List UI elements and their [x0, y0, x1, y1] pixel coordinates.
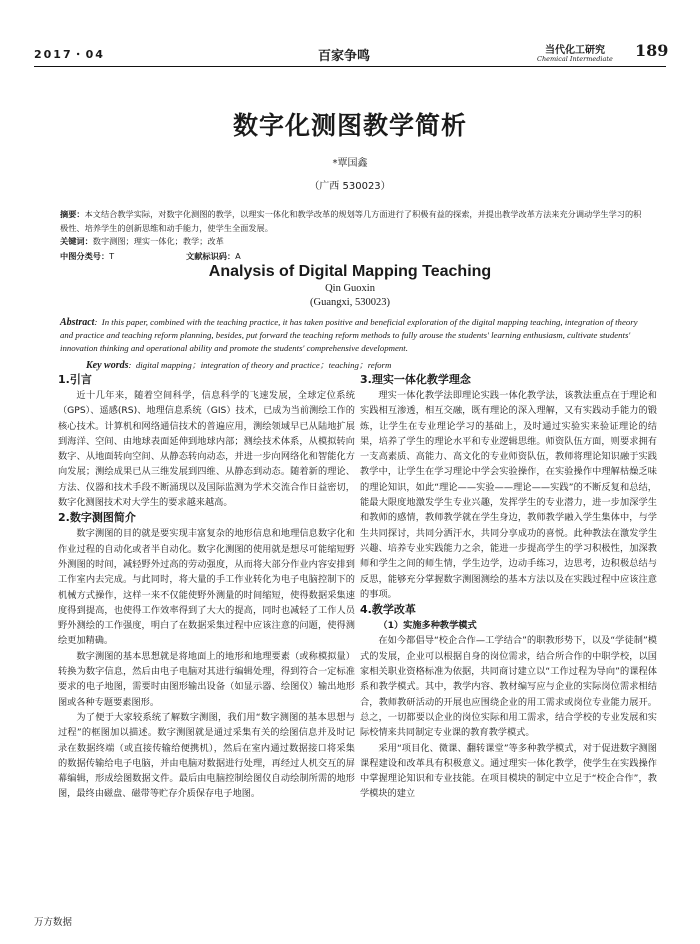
subsection-heading: （1）实施多种教学模式	[378, 620, 477, 632]
keywords-text-en: digital mapping；integration of theory and practice；teaching；reform	[135, 360, 392, 370]
body-paragraph: 采用“项目化、微课、翻转课堂”等多种教学模式，对于促进数字测图课程建设和改革具有积极意义。通过理实一体化教学，使学生在实践操作中掌握理论知识和专业技能。在项目模块的制定中立足于“校企合作”，教学模块的建立	[360, 742, 657, 800]
classification-cn	[60, 251, 114, 262]
author-cn: *覃国鑫	[332, 158, 368, 169]
body-column-left	[58, 372, 355, 802]
body-paragraph: 数字测图的目的就是要实现丰富复杂的地形信息和地理信息数字化和作业过程的自动化或者半自动化。数字化测图的使用就是想尽可能缩短野外测图的时间，减轻野外过高的劳动强度，从而将大部分作业内容安排到工作室内去完成。与此同时，将大量的手工作业转化为电子电脑控制下的机械方式操作，这样一来不仅能使野外测量的时间缩短，使得数据采集速度得到提高，也使得工作效率得到了大大的提高，同时也减轻了工作人员野外测绘的工作强度，明白了在数据采集过程中应该注意的问题，使得测绘更加精确。	[58, 528, 355, 647]
classification-label-cn: 中图分类号：	[60, 251, 110, 261]
journal-name-en: Chemical Intermediate	[537, 55, 613, 63]
keywords-cn	[60, 236, 224, 247]
keywords-label-en: Key words	[86, 360, 129, 371]
body-column-right	[360, 372, 657, 802]
section-heading-integration: 3.理实一体化教学理念	[360, 373, 471, 386]
address-en: (Guangxi, 530023)	[310, 297, 390, 308]
author-en: Qin Guoxin	[325, 283, 375, 294]
keywords-label-cn: 关键词：	[60, 236, 93, 246]
abstract-label-en: Abstract	[60, 317, 95, 328]
article-title-en: Analysis of Digital Mapping Teaching	[208, 263, 492, 280]
classification-value-cn: T	[109, 251, 115, 261]
journal-name-cn: 当代化工研究	[545, 45, 605, 56]
abstract-label-cn: 摘要：	[60, 209, 85, 219]
page-number: 189	[635, 41, 669, 60]
section-heading-reform: 4.教学改革	[360, 603, 416, 617]
abstract-text-cn: 本文结合教学实际，对数字化测图的教学，以理实一体化和教学改革的规划等几方面进行了积极有益的探索，并提出教学改革方法来充分调动学生学习的积极性、培养学生的创新思维和动手能力，使学生全面发展。	[60, 209, 642, 233]
body-paragraph: 在如今都倡导“校企合作—工学结合”的职教形势下，以及“学徒制”模式的发展，企业可以根据自身的岗位需求，结合所合作的中职学校，以国家相关职业资格标准为依据，共同商讨建立以“工作过程为导向”的课程体系和教学模式。其中，教学内容、教材编写应与企业的实际岗位需求相结合，教师教研活动的开展也应围绕企业的用工需求或岗位专业能力展开。总之，一切都要以企业的岗位实际和用工需求，结合学校的专业发展和实际校情来共同制定专业课的教育教学模式。	[360, 635, 657, 739]
body-paragraph: 为了便于大家较系统了解数字测图，我们用“数字测图的基本思想与过程”的框图加以描述。数字测图就是通过采集有关的绘图信息并及时记录在数据终端（或直接传输给便携机），然后在室内通过数据接口将采集的数据传输给电子电脑，并由电脑对数据进行处理，再经过人机交互的屏幕编辑，形成绘图数据文件。最后由电脑控制绘图仪自动绘制所需的地形图，最终由磁盘、磁带等贮存介质保存电子地图。	[58, 711, 355, 800]
header-rule	[34, 66, 666, 67]
issue-date: 2017・04	[34, 48, 105, 61]
article-title-cn: 数字化测图教学简析	[232, 111, 467, 140]
doc-code-value-cn: A	[235, 251, 241, 261]
doc-code-cn	[186, 251, 241, 262]
doc-code-label-cn: 文献标识码：	[186, 251, 236, 261]
source-watermark: 万方数据	[34, 917, 73, 928]
body-paragraph: 近十几年来，随着空间科学，信息科学的飞速发展，全球定位系统（GPS）、遥感(RS)、地理信息系统（GIS）技术，已成为当前测绘工作的核心技术。计算机和网络通信技术的普遍应用，测绘领域早已从陆地扩展到海洋、空间、由地球表面延伸到地球内部；测绘技术体系，从模拟转向数字、从地面转向空间、从静态转向动态，并进一步向网络化和智能化方向发展；测绘成果已从三维发展到四维、从静态到动态。随着新的理论、方法、仪器和技术手段不断涌现以及国际监测为学术交流合作日益密切，数字化测图技术对大学生的要求越来越高。	[58, 390, 355, 509]
body-paragraph: 数字测图的基本思想就是将地面上的地形和地理要素（或称模拟量）转换为数字信息，然后由电子电脑对其进行编辑处理，得到符合一定标准要求的电子地图，需要时由图形输出设备（如显示器、绘图仪）输出地形图或各种专题要素图形。	[58, 650, 355, 708]
abstract-en: Abstract: In this paper, combined with the teaching practice, it has taken positive and beneficial exploration of the digital mapping teaching, integration of theory and practice and teaching reform planning, besides, put forward the teaching reform methods to fully arouse the students' learning enthusiasm, cultivate students' innovation thinking and operational ability and promote the students' comprehensive development.	[60, 317, 638, 353]
section-title: 百家争鸣	[318, 49, 371, 64]
section-heading-introduction: 1.引言	[58, 373, 92, 386]
body-paragraph: 理实一体化教学法即理论实践一体化教学法，该教法重点在于理论和实践相互渗透，相互交融，既有理论的深入理解，又有实践动手能力的锻炼，让学生在专业理论学习的基础上，及时通过实验实来验证理论的结果，培养了学生的理论水平和专业逻辑思维。师资队伍方面，则要求拥有一支高素质、高能力、高文化的专业师资队伍，教师将理论知识融于实践教学中，让学生在学习理论中学会实验操作，在实验操作中理解枯燥乏味的理论知识，如此“理论——实验——理论——实践”的不断反复和总结，能最大限度地激发学生专业兴趣，发挥学生的专业潜力，进一步加深学生和教师的感情，教师教学就在学生身边，教师教学融入学生集体中，与学生共同探讨，共同分洒汗水，共同分享成功的喜悦。此种教法在激发学生兴趣、培养专业实践能力之余，能进一步提高学生的学习积极性，加深教师和学生之间的师生情，学生边学，边动手练习，边思考，边积极总结与反思，能够充分掌握数字测图测绘的基本方法以及在实践过程中应该注意的事项。	[360, 390, 657, 600]
abstract-cn	[60, 207, 645, 235]
address-cn: （广西 530023）	[309, 181, 391, 192]
section-heading-digital-mapping: 2.数字测图简介	[58, 511, 136, 525]
keywords-text-cn: 数字测图；理实一体化；教学；改革	[92, 236, 224, 246]
keywords-en: Key words: digital mapping；integration of theory and practice；teaching；reform	[86, 360, 392, 371]
abstract-text-en: In this paper, combined with the teaching practice, it has taken positive and beneficial exploration of the digital mapping teaching, integration of theory and practice and teaching reform planning, besides, put forward the teaching reform methods to fully arouse the students' learning enthusiasm, cultivate students' innovation thinking and operational ability and promote the students' comprehensive development.	[60, 317, 638, 353]
